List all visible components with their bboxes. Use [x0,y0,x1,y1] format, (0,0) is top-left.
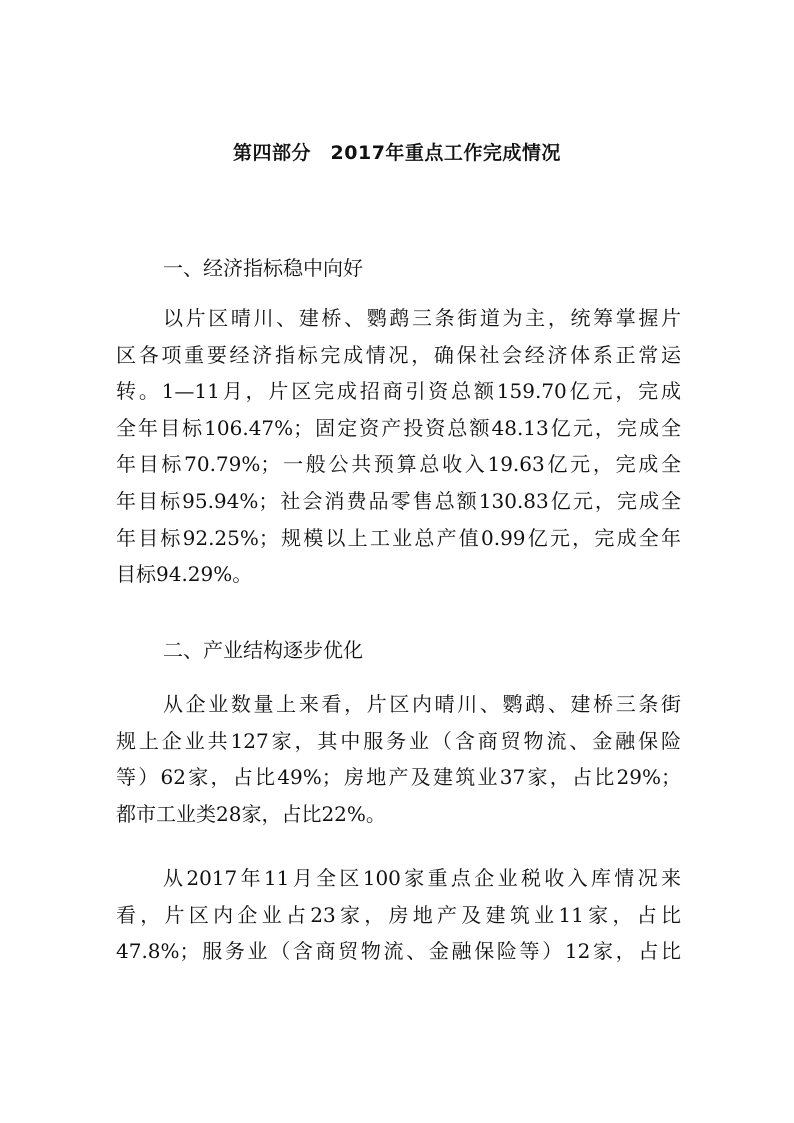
paragraph-line: 全年目标106.47%；固定资产投资总额48.13亿元，完成全 [116,415,681,440]
paragraph-line: 看，片区内企业占23家，房地产及建筑业11家，占比 [116,902,681,927]
paragraph-line: 目标94.29%。 [116,562,253,587]
page-title: 第四部分 2017年重点工作完成情况 [233,142,561,164]
paragraph-line: 从企业数量上来看，片区内晴川、鹦鹉、建桥三条街 [163,692,681,716]
section-heading-1: 一、经济指标稳中向好 [163,256,363,280]
paragraph-line: 转。1—11月，片区完成招商引资总额159.70亿元，完成 [116,379,681,404]
paragraph-line: 从2017年11月全区100家重点企业税收入库情况来 [163,866,681,890]
paragraph-line: 年目标95.94%；社会消费品零售总额130.83亿元，完成全 [116,488,681,513]
paragraph-line: 年目标92.25%；规模以上工业总产值0.99亿元，完成全年 [116,525,681,550]
paragraph-line: 年目标70.79%；一般公共预算总收入19.63亿元，完成全 [116,452,681,477]
paragraph-line: 47.8%；服务业（含商贸物流、金融保险等）12家，占比 [116,939,681,964]
paragraph-line: 等）62家，占比49%；房地产及建筑业37家，占比29%； [116,765,681,790]
section-2-paragraph-2 [116,860,681,970]
section-1-paragraph-1 [116,300,681,593]
paragraph-line: 区各项重要经济指标完成情况，确保社会经济体系正常运 [116,342,681,367]
paragraph-line: 规上企业共127家，其中服务业（含商贸物流、金融保险 [116,728,681,753]
section-2-paragraph-1 [116,686,681,832]
paragraph-line: 以片区晴川、建桥、鹦鹉三条街道为主，统筹掌握片 [163,306,681,330]
paragraph-line: 都市工业类28家，占比22%。 [116,801,386,826]
section-heading-2: 二、产业结构逐步优化 [163,638,363,662]
